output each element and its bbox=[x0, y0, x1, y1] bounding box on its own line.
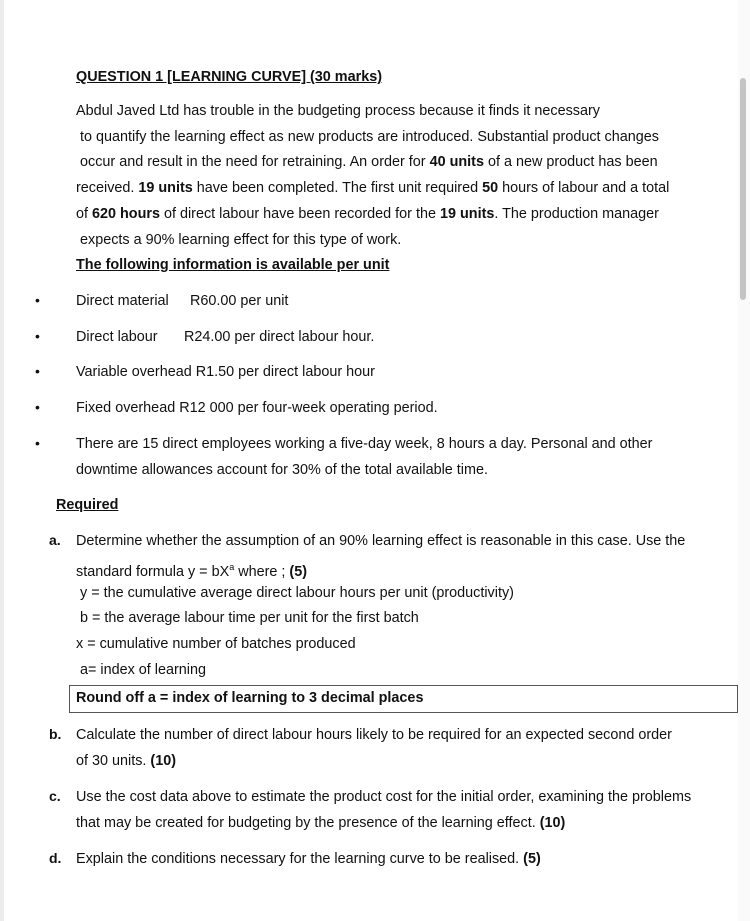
intro-text: occur and result in the need for retraining. An order for bbox=[80, 154, 430, 170]
bullet-icon: • bbox=[35, 399, 40, 415]
definition-a: a= index of learning bbox=[80, 662, 207, 678]
question-a-marks: (5) bbox=[289, 563, 307, 580]
bullet-employees-line-1: There are 15 direct employees working a five-day week, 8 hours a day. Personal and other bbox=[76, 436, 653, 452]
completed-units: 19 units bbox=[138, 180, 193, 196]
question-c-line-1: Use the cost data above to estimate the product cost for the initial order, examining the problems bbox=[76, 789, 692, 805]
first-unit-hours: 50 bbox=[482, 180, 499, 196]
intro-text: of bbox=[76, 206, 92, 222]
bullet-icon: • bbox=[35, 328, 40, 344]
order-units: 40 units bbox=[429, 154, 484, 170]
intro-text: have been completed. The first unit required bbox=[192, 180, 483, 196]
question-text: that may be created for budgeting by the presence of the learning effect. bbox=[76, 815, 540, 831]
intro-line-2: to quantify the learning effect as new products are introduced. Substantial product changes bbox=[80, 129, 659, 145]
required-heading: Required bbox=[56, 497, 119, 513]
scrollbar-track[interactable] bbox=[738, 0, 750, 921]
total-hours: 620 hours bbox=[92, 206, 160, 222]
definition-y: y = the cumulative average direct labour hours per unit (productivity) bbox=[80, 585, 514, 601]
question-title: QUESTION 1 [LEARNING CURVE] (30 marks) bbox=[76, 69, 382, 85]
intro-line-6: expects a 90% learning effect for this type of work. bbox=[80, 232, 402, 248]
question-a-letter: a. bbox=[49, 532, 61, 548]
bullet-icon: • bbox=[35, 435, 40, 451]
intro-line-1: Abdul Javed Ltd has trouble in the budgeting process because it finds it necessary bbox=[76, 103, 600, 119]
intro-line-5 bbox=[76, 205, 659, 223]
bullet-direct-labour-label: Direct labour bbox=[76, 329, 158, 345]
formula-text: where ; bbox=[234, 563, 290, 580]
formula-exponent: a bbox=[229, 562, 235, 572]
question-c-letter: c. bbox=[49, 788, 61, 804]
question-d-line-1 bbox=[76, 850, 541, 868]
bullet-direct-material-value: R60.00 per unit bbox=[190, 293, 289, 309]
question-b-line-1: Calculate the number of direct labour hours likely to be required for an expected second order bbox=[76, 727, 672, 743]
scrollbar-thumb[interactable] bbox=[740, 78, 746, 300]
bullet-direct-material-label: Direct material bbox=[76, 293, 169, 309]
question-b-marks: (10) bbox=[150, 753, 176, 769]
question-a-line-2 bbox=[76, 558, 307, 581]
question-b-line-2 bbox=[76, 752, 176, 770]
intro-line-3 bbox=[80, 153, 658, 171]
recorded-units: 19 units bbox=[439, 206, 495, 222]
intro-text: received. bbox=[76, 180, 139, 196]
page-edge bbox=[0, 0, 4, 921]
bullet-icon: • bbox=[35, 292, 40, 308]
intro-text: of direct labour have been recorded for the bbox=[159, 206, 440, 222]
bullet-icon: • bbox=[35, 363, 40, 379]
question-d-marks: (5) bbox=[523, 851, 541, 867]
question-a-line-1: Determine whether the assumption of an 90% learning effect is reasonable in this case. Use the bbox=[76, 533, 686, 549]
info-heading: The following information is available per unit bbox=[76, 257, 390, 273]
bullet-employees-line-2: downtime allowances account for 30% of the total available time. bbox=[76, 462, 488, 478]
bullet-direct-labour-value: R24.00 per direct labour hour. bbox=[184, 329, 375, 345]
intro-line-4 bbox=[76, 179, 669, 197]
question-text: of 30 units. bbox=[76, 753, 151, 769]
question-c-line-2 bbox=[76, 814, 565, 832]
question-c-marks: (10) bbox=[539, 815, 566, 831]
intro-text: hours of labour and a total bbox=[498, 180, 670, 196]
definition-b: b = the average labour time per unit for the first batch bbox=[80, 610, 419, 626]
question-text: Explain the conditions necessary for the learning curve to be realised. bbox=[76, 851, 524, 867]
question-b-letter: b. bbox=[49, 726, 62, 742]
question-d-letter: d. bbox=[49, 850, 62, 866]
definition-x: x = cumulative number of batches produced bbox=[76, 636, 356, 652]
intro-text: of a new product has been bbox=[483, 154, 658, 170]
bullet-fixed-overhead: Fixed overhead R12 000 per four-week operating period. bbox=[76, 400, 438, 416]
intro-text: . The production manager bbox=[494, 206, 659, 222]
rounding-note: Round off a = index of learning to 3 decimal places bbox=[76, 690, 424, 706]
bullet-variable-overhead: Variable overhead R1.50 per direct labour hour bbox=[76, 364, 375, 380]
formula-text: standard formula y = bX bbox=[76, 563, 230, 580]
